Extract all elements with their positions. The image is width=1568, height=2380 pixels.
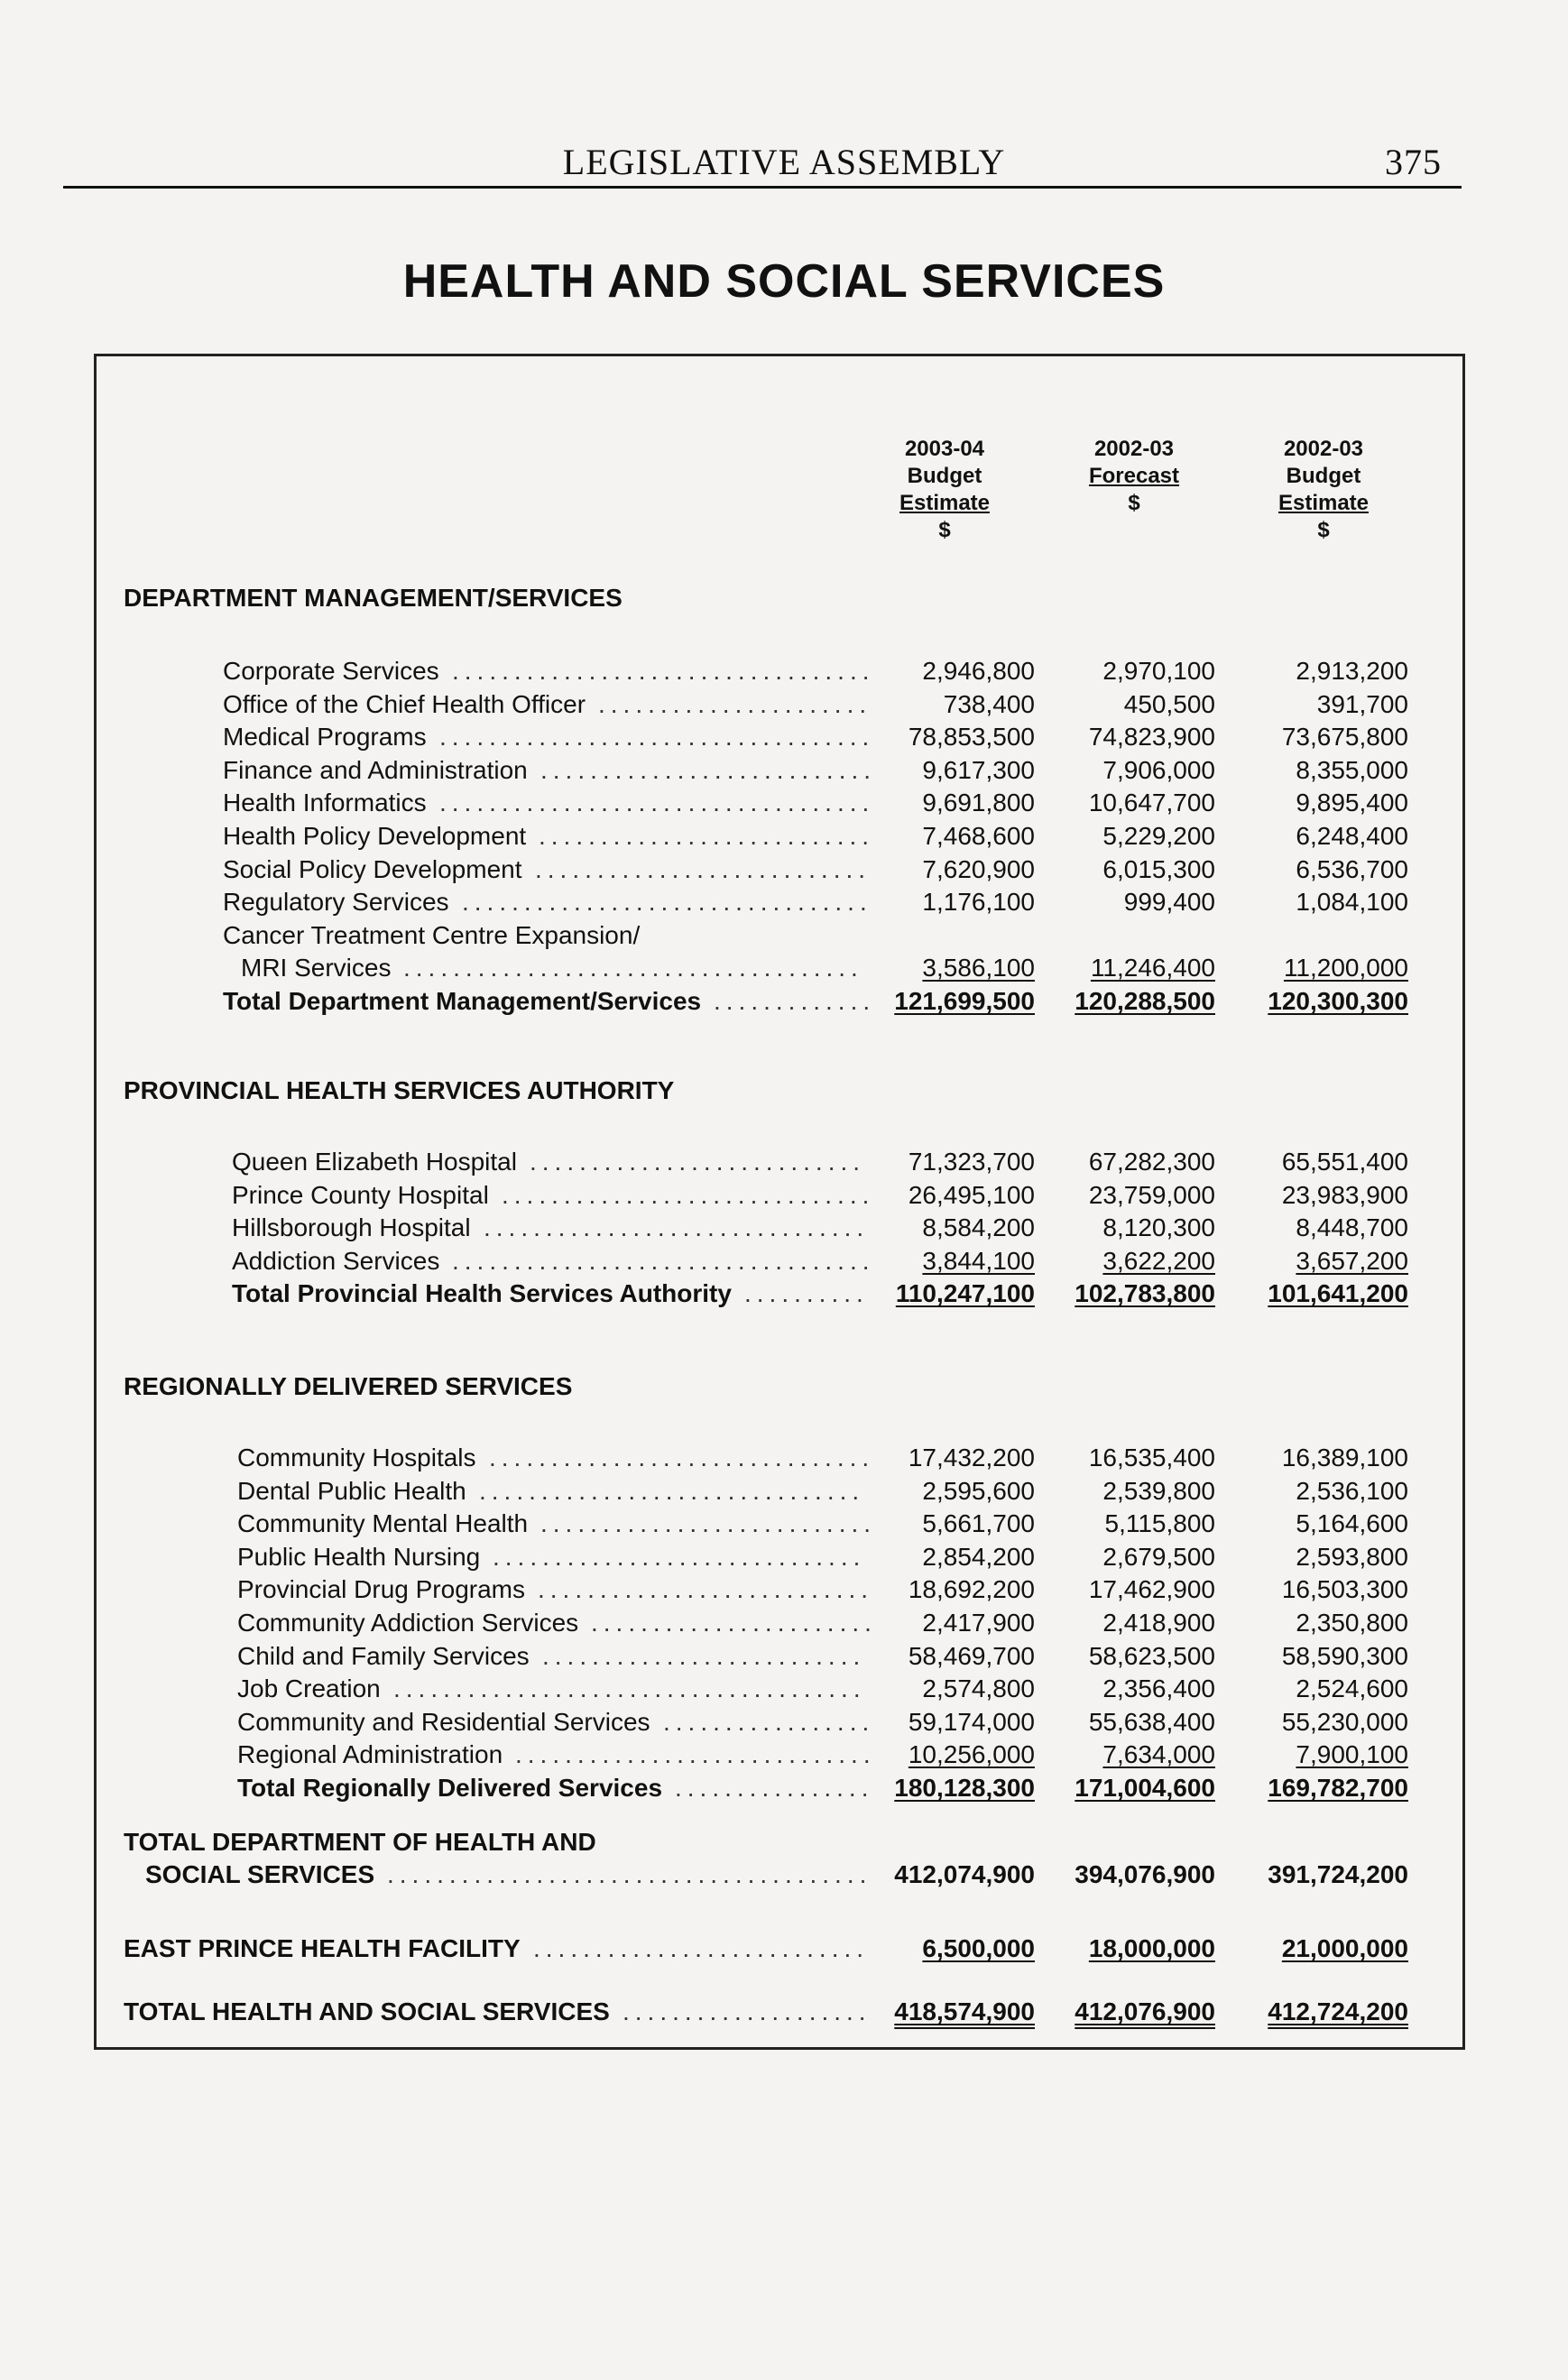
value-2002-03-forecast: 23,759,000 <box>1088 1180 1215 1209</box>
row-label: Community Mental Health <box>237 1509 529 1538</box>
value-2002-03-budget: 23,983,900 <box>1281 1180 1408 1209</box>
table-row <box>97 1211 1468 1245</box>
row-label: Child and Family Services <box>237 1641 530 1670</box>
leader-dots: ................. <box>663 1707 875 1736</box>
value-2002-03-forecast: 2,356,400 <box>1102 1674 1215 1703</box>
value-2003-04-budget: 3,586,100 <box>922 954 1035 982</box>
value-2002-03-budget: 7,900,100 <box>1296 1740 1408 1769</box>
leader-dots: ................................. <box>462 888 872 917</box>
leader-dots: ...................................... <box>393 1674 866 1703</box>
value-2002-03-forecast: 55,638,400 <box>1088 1707 1215 1736</box>
table-row <box>97 753 1468 788</box>
value-2002-03-budget: 2,524,600 <box>1296 1674 1408 1703</box>
section-title-dept: DEPARTMENT MANAGEMENT/SERVICES <box>124 584 623 612</box>
table-row <box>97 1244 1468 1278</box>
row-label: Community Addiction Services <box>237 1609 579 1637</box>
column-header-line: Forecast <box>1088 464 1180 488</box>
value-2002-03-budget: 391,724,200 <box>1268 1860 1408 1888</box>
row-label: Regulatory Services <box>223 888 449 917</box>
value-2003-04-budget: 58,469,700 <box>908 1641 1035 1670</box>
leader-dots: ................................... <box>439 789 875 817</box>
value-2003-04-budget: 8,584,200 <box>922 1213 1035 1242</box>
grand-total-row <box>97 1995 1468 2029</box>
column-header-line: Estimate <box>1277 491 1370 515</box>
row-label: Public Health Nursing <box>237 1542 481 1571</box>
value-2002-03-budget: 2,593,800 <box>1296 1542 1408 1571</box>
value-2003-04-budget: 9,691,800 <box>922 789 1035 817</box>
value-2003-04-budget: 17,432,200 <box>908 1444 1035 1471</box>
column-unit: $ <box>938 518 951 542</box>
value-2002-03-forecast: 412,076,900 <box>1075 1997 1215 2025</box>
value-2003-04-budget: 110,247,100 <box>895 1279 1035 1308</box>
table-row <box>97 1705 1468 1739</box>
leader-dots: ........................... <box>535 854 872 883</box>
value-2002-03-forecast: 450,500 <box>1123 689 1215 718</box>
value-2003-04-budget: 180,128,300 <box>894 1774 1035 1802</box>
value-2003-04-budget: 7,620,900 <box>922 854 1035 883</box>
row-label: Health Informatics <box>223 789 427 817</box>
value-2002-03-forecast: 102,783,800 <box>1075 1279 1215 1308</box>
value-2002-03-forecast: 7,906,000 <box>1102 755 1215 784</box>
total-department-row <box>97 1858 1468 1892</box>
value-2002-03-budget: 8,355,000 <box>1296 755 1408 784</box>
row-label: MRI Services <box>241 954 392 982</box>
table-row <box>97 654 1468 688</box>
value-2003-04-budget: 71,323,700 <box>908 1148 1035 1176</box>
row-label: Office of the Chief Health Officer <box>223 689 586 718</box>
value-2002-03-budget: 3,657,200 <box>1296 1246 1408 1275</box>
leader-dots: ........................... <box>539 822 875 850</box>
value-2002-03-forecast: 18,000,000 <box>1088 1934 1215 1962</box>
value-2002-03-forecast: 5,229,200 <box>1102 822 1215 850</box>
value-2003-04-budget: 412,074,900 <box>894 1860 1035 1888</box>
table-row <box>97 1639 1468 1674</box>
row-label: TOTAL HEALTH AND SOCIAL SERVICES <box>124 1997 610 2025</box>
table-row <box>97 1474 1468 1508</box>
column-header-line: Budget <box>907 464 982 488</box>
leader-dots: .............................. <box>502 1180 875 1209</box>
row-label: Community and Residential Services <box>237 1707 650 1736</box>
value-2003-04-budget: 3,844,100 <box>922 1246 1035 1275</box>
value-2003-04-budget: 2,417,900 <box>922 1609 1035 1637</box>
value-2003-04-budget: 18,692,200 <box>908 1575 1035 1604</box>
value-2003-04-budget: 121,699,500 <box>894 987 1035 1015</box>
table-row <box>97 918 1468 953</box>
value-2002-03-forecast: 2,418,900 <box>1102 1609 1215 1637</box>
value-2003-04-budget: 2,595,600 <box>922 1476 1035 1505</box>
value-2002-03-budget: 73,675,800 <box>1281 723 1408 752</box>
value-2002-03-forecast: 999,400 <box>1123 888 1215 917</box>
total-department-line1 <box>97 1825 1468 1859</box>
value-2002-03-budget: 5,164,600 <box>1296 1509 1408 1538</box>
value-2002-03-budget: 391,700 <box>1316 689 1408 718</box>
section-title-phsa: PROVINCIAL HEALTH SERVICES AUTHORITY <box>124 1076 675 1104</box>
value-2003-04-budget: 418,574,900 <box>894 1997 1035 2025</box>
value-2002-03-forecast: 2,679,500 <box>1102 1542 1215 1571</box>
leader-dots: ............................... <box>489 1444 875 1471</box>
leader-dots: ....................... <box>591 1609 877 1637</box>
row-label: Queen Elizabeth Hospital <box>232 1148 517 1176</box>
row-label: Total Department Management/Services <box>223 987 702 1015</box>
column-header-line: 2002-03 <box>1283 437 1364 461</box>
value-2002-03-budget: 2,350,800 <box>1296 1609 1408 1637</box>
value-2002-03-forecast: 10,647,700 <box>1088 789 1215 817</box>
value-2002-03-forecast: 16,535,400 <box>1088 1444 1215 1471</box>
row-label: Total Provincial Health Services Authority <box>232 1279 732 1308</box>
row-label: Corporate Services <box>223 657 439 685</box>
table-row <box>97 819 1468 853</box>
table-row <box>97 1145 1468 1179</box>
leader-dots: ............. <box>714 987 876 1015</box>
value-2002-03-forecast: 67,282,300 <box>1088 1148 1215 1176</box>
value-2002-03-forecast: 5,115,800 <box>1104 1509 1215 1538</box>
column-unit: $ <box>1317 518 1330 542</box>
row-label: EAST PRINCE HEALTH FACILITY <box>124 1934 521 1962</box>
value-2003-04-budget: 59,174,000 <box>908 1707 1035 1736</box>
table-row <box>97 853 1468 887</box>
leader-dots: ........................... <box>530 1148 866 1176</box>
page-title: HEALTH AND SOCIAL SERVICES <box>402 255 1166 308</box>
column-header-2002-03-budget <box>1224 436 1423 544</box>
value-2002-03-budget: 120,300,300 <box>1268 987 1408 1015</box>
value-2002-03-forecast: 3,622,200 <box>1102 1246 1215 1275</box>
budget-table <box>94 354 1465 2050</box>
value-2002-03-forecast: 394,076,900 <box>1075 1860 1215 1888</box>
row-label: Job Creation <box>237 1674 381 1703</box>
row-label: Dental Public Health <box>237 1476 466 1505</box>
column-header-2002-03-forecast <box>1035 436 1233 517</box>
value-2002-03-budget: 101,641,200 <box>1268 1279 1408 1308</box>
leader-dots: ..................................... <box>403 954 863 982</box>
value-2002-03-budget: 6,536,700 <box>1296 854 1408 883</box>
leader-dots: ................................... <box>439 723 875 752</box>
value-2002-03-forecast: 7,634,000 <box>1102 1740 1215 1769</box>
column-header-2003-04-budget <box>845 436 1044 544</box>
value-2003-04-budget: 2,854,200 <box>922 1542 1035 1571</box>
value-2002-03-budget: 169,782,700 <box>1268 1774 1408 1802</box>
value-2002-03-budget: 58,590,300 <box>1281 1641 1408 1670</box>
running-head-title: LEGISLATIVE ASSEMBLY <box>562 142 1006 182</box>
leader-dots: .......... <box>744 1279 869 1308</box>
table-row <box>97 885 1468 919</box>
row-label: Community Hospitals <box>237 1444 476 1471</box>
value-2002-03-budget: 9,895,400 <box>1296 789 1408 817</box>
leader-dots: .................................. <box>452 657 875 685</box>
row-label: Finance and Administration <box>223 755 528 784</box>
row-label: Provincial Drug Programs <box>237 1575 525 1604</box>
table-row <box>97 1441 1468 1475</box>
leader-dots: ........................... <box>533 1934 870 1962</box>
value-2002-03-budget: 16,389,100 <box>1281 1444 1408 1471</box>
value-2003-04-budget: 10,256,000 <box>908 1740 1035 1769</box>
leader-dots: .............................. <box>493 1542 866 1571</box>
leader-dots: ........................... <box>540 1509 877 1538</box>
header-rule <box>63 186 1462 189</box>
value-2002-03-forecast: 58,623,500 <box>1088 1641 1215 1670</box>
value-2003-04-budget: 738,400 <box>943 689 1035 718</box>
leader-dots: ........................... <box>538 1575 874 1604</box>
row-label: TOTAL DEPARTMENT OF HEALTH AND <box>124 1828 596 1856</box>
leader-dots: ............................... <box>479 1476 865 1505</box>
value-2002-03-budget: 65,551,400 <box>1281 1148 1408 1176</box>
value-2002-03-budget: 412,724,200 <box>1268 1997 1408 2025</box>
value-2003-04-budget: 1,176,100 <box>922 888 1035 917</box>
leader-dots: .................................. <box>452 1246 875 1275</box>
table-row <box>97 1178 1468 1213</box>
leader-dots: .................... <box>623 1997 872 2025</box>
value-2002-03-budget: 2,913,200 <box>1296 657 1408 685</box>
page-number: 375 <box>1385 142 1442 182</box>
section-total-row <box>97 1277 1468 1311</box>
section-title-rds: REGIONALLY DELIVERED SERVICES <box>124 1372 573 1400</box>
column-header-line: 2003-04 <box>904 437 985 461</box>
row-label: Health Policy Development <box>223 822 527 850</box>
leader-dots: ................ <box>675 1774 874 1802</box>
value-2002-03-forecast: 8,120,300 <box>1102 1213 1215 1242</box>
leader-dots: ...................... <box>598 689 872 718</box>
leader-dots: ........................... <box>540 755 877 784</box>
column-unit: $ <box>1128 491 1140 515</box>
row-label: Medical Programs <box>223 723 427 752</box>
table-row <box>97 720 1468 754</box>
section-total-row <box>97 1771 1468 1805</box>
value-2002-03-budget: 8,448,700 <box>1296 1213 1408 1242</box>
section-total-row <box>97 984 1468 1019</box>
table-row <box>97 1738 1468 1772</box>
value-2002-03-forecast: 74,823,900 <box>1088 723 1215 752</box>
value-2002-03-budget: 1,084,100 <box>1296 888 1408 917</box>
value-2002-03-budget: 11,200,000 <box>1283 954 1408 982</box>
table-row <box>97 1507 1468 1541</box>
row-label: Hillsborough Hospital <box>232 1213 471 1242</box>
value-2003-04-budget: 26,495,100 <box>908 1180 1035 1209</box>
table-row <box>97 1573 1468 1607</box>
table-row <box>97 951 1468 985</box>
table-row <box>97 1606 1468 1640</box>
value-2002-03-budget: 6,248,400 <box>1296 822 1408 850</box>
value-2002-03-budget: 55,230,000 <box>1281 1707 1408 1736</box>
table-row <box>97 1672 1468 1706</box>
value-2003-04-budget: 2,946,800 <box>922 657 1035 685</box>
table-row <box>97 786 1468 820</box>
column-header-line: Budget <box>1286 464 1361 488</box>
value-2002-03-forecast: 171,004,600 <box>1075 1774 1215 1802</box>
value-2003-04-budget: 78,853,500 <box>908 723 1035 752</box>
row-label: Cancer Treatment Centre Expansion/ <box>223 920 641 949</box>
row-label: Regional Administration <box>237 1740 503 1769</box>
value-2003-04-budget: 7,468,600 <box>922 822 1035 850</box>
column-header-line: 2002-03 <box>1093 437 1175 461</box>
leader-dots: .......................... <box>542 1641 866 1670</box>
value-2003-04-budget: 5,661,700 <box>922 1509 1035 1538</box>
row-label: Total Regionally Delivered Services <box>237 1774 663 1802</box>
value-2002-03-forecast: 6,015,300 <box>1102 854 1215 883</box>
east-prince-row <box>97 1932 1468 1966</box>
column-header-line: Estimate <box>899 491 991 515</box>
value-2003-04-budget: 9,617,300 <box>922 755 1035 784</box>
value-2002-03-budget: 16,503,300 <box>1281 1575 1408 1604</box>
value-2002-03-budget: 2,536,100 <box>1296 1476 1408 1505</box>
value-2003-04-budget: 6,500,000 <box>922 1934 1035 1962</box>
running-head <box>0 141 1568 186</box>
value-2002-03-budget: 21,000,000 <box>1281 1934 1408 1962</box>
value-2002-03-forecast: 2,970,100 <box>1102 657 1215 685</box>
value-2003-04-budget: 2,574,800 <box>922 1674 1035 1703</box>
table-row <box>97 687 1468 722</box>
value-2002-03-forecast: 120,288,500 <box>1075 987 1215 1015</box>
row-label: Prince County Hospital <box>232 1180 489 1209</box>
value-2002-03-forecast: 17,462,900 <box>1088 1575 1215 1604</box>
leader-dots: ....................................... <box>387 1860 872 1888</box>
row-label: Addiction Services <box>232 1246 440 1275</box>
value-2002-03-forecast: 11,246,400 <box>1090 954 1215 982</box>
leader-dots: ............................... <box>484 1213 870 1242</box>
row-label: Social Policy Development <box>223 854 522 883</box>
leader-dots: ............................. <box>515 1740 876 1769</box>
table-row <box>97 1540 1468 1574</box>
row-label: SOCIAL SERVICES <box>145 1860 375 1888</box>
value-2002-03-forecast: 2,539,800 <box>1102 1476 1215 1505</box>
